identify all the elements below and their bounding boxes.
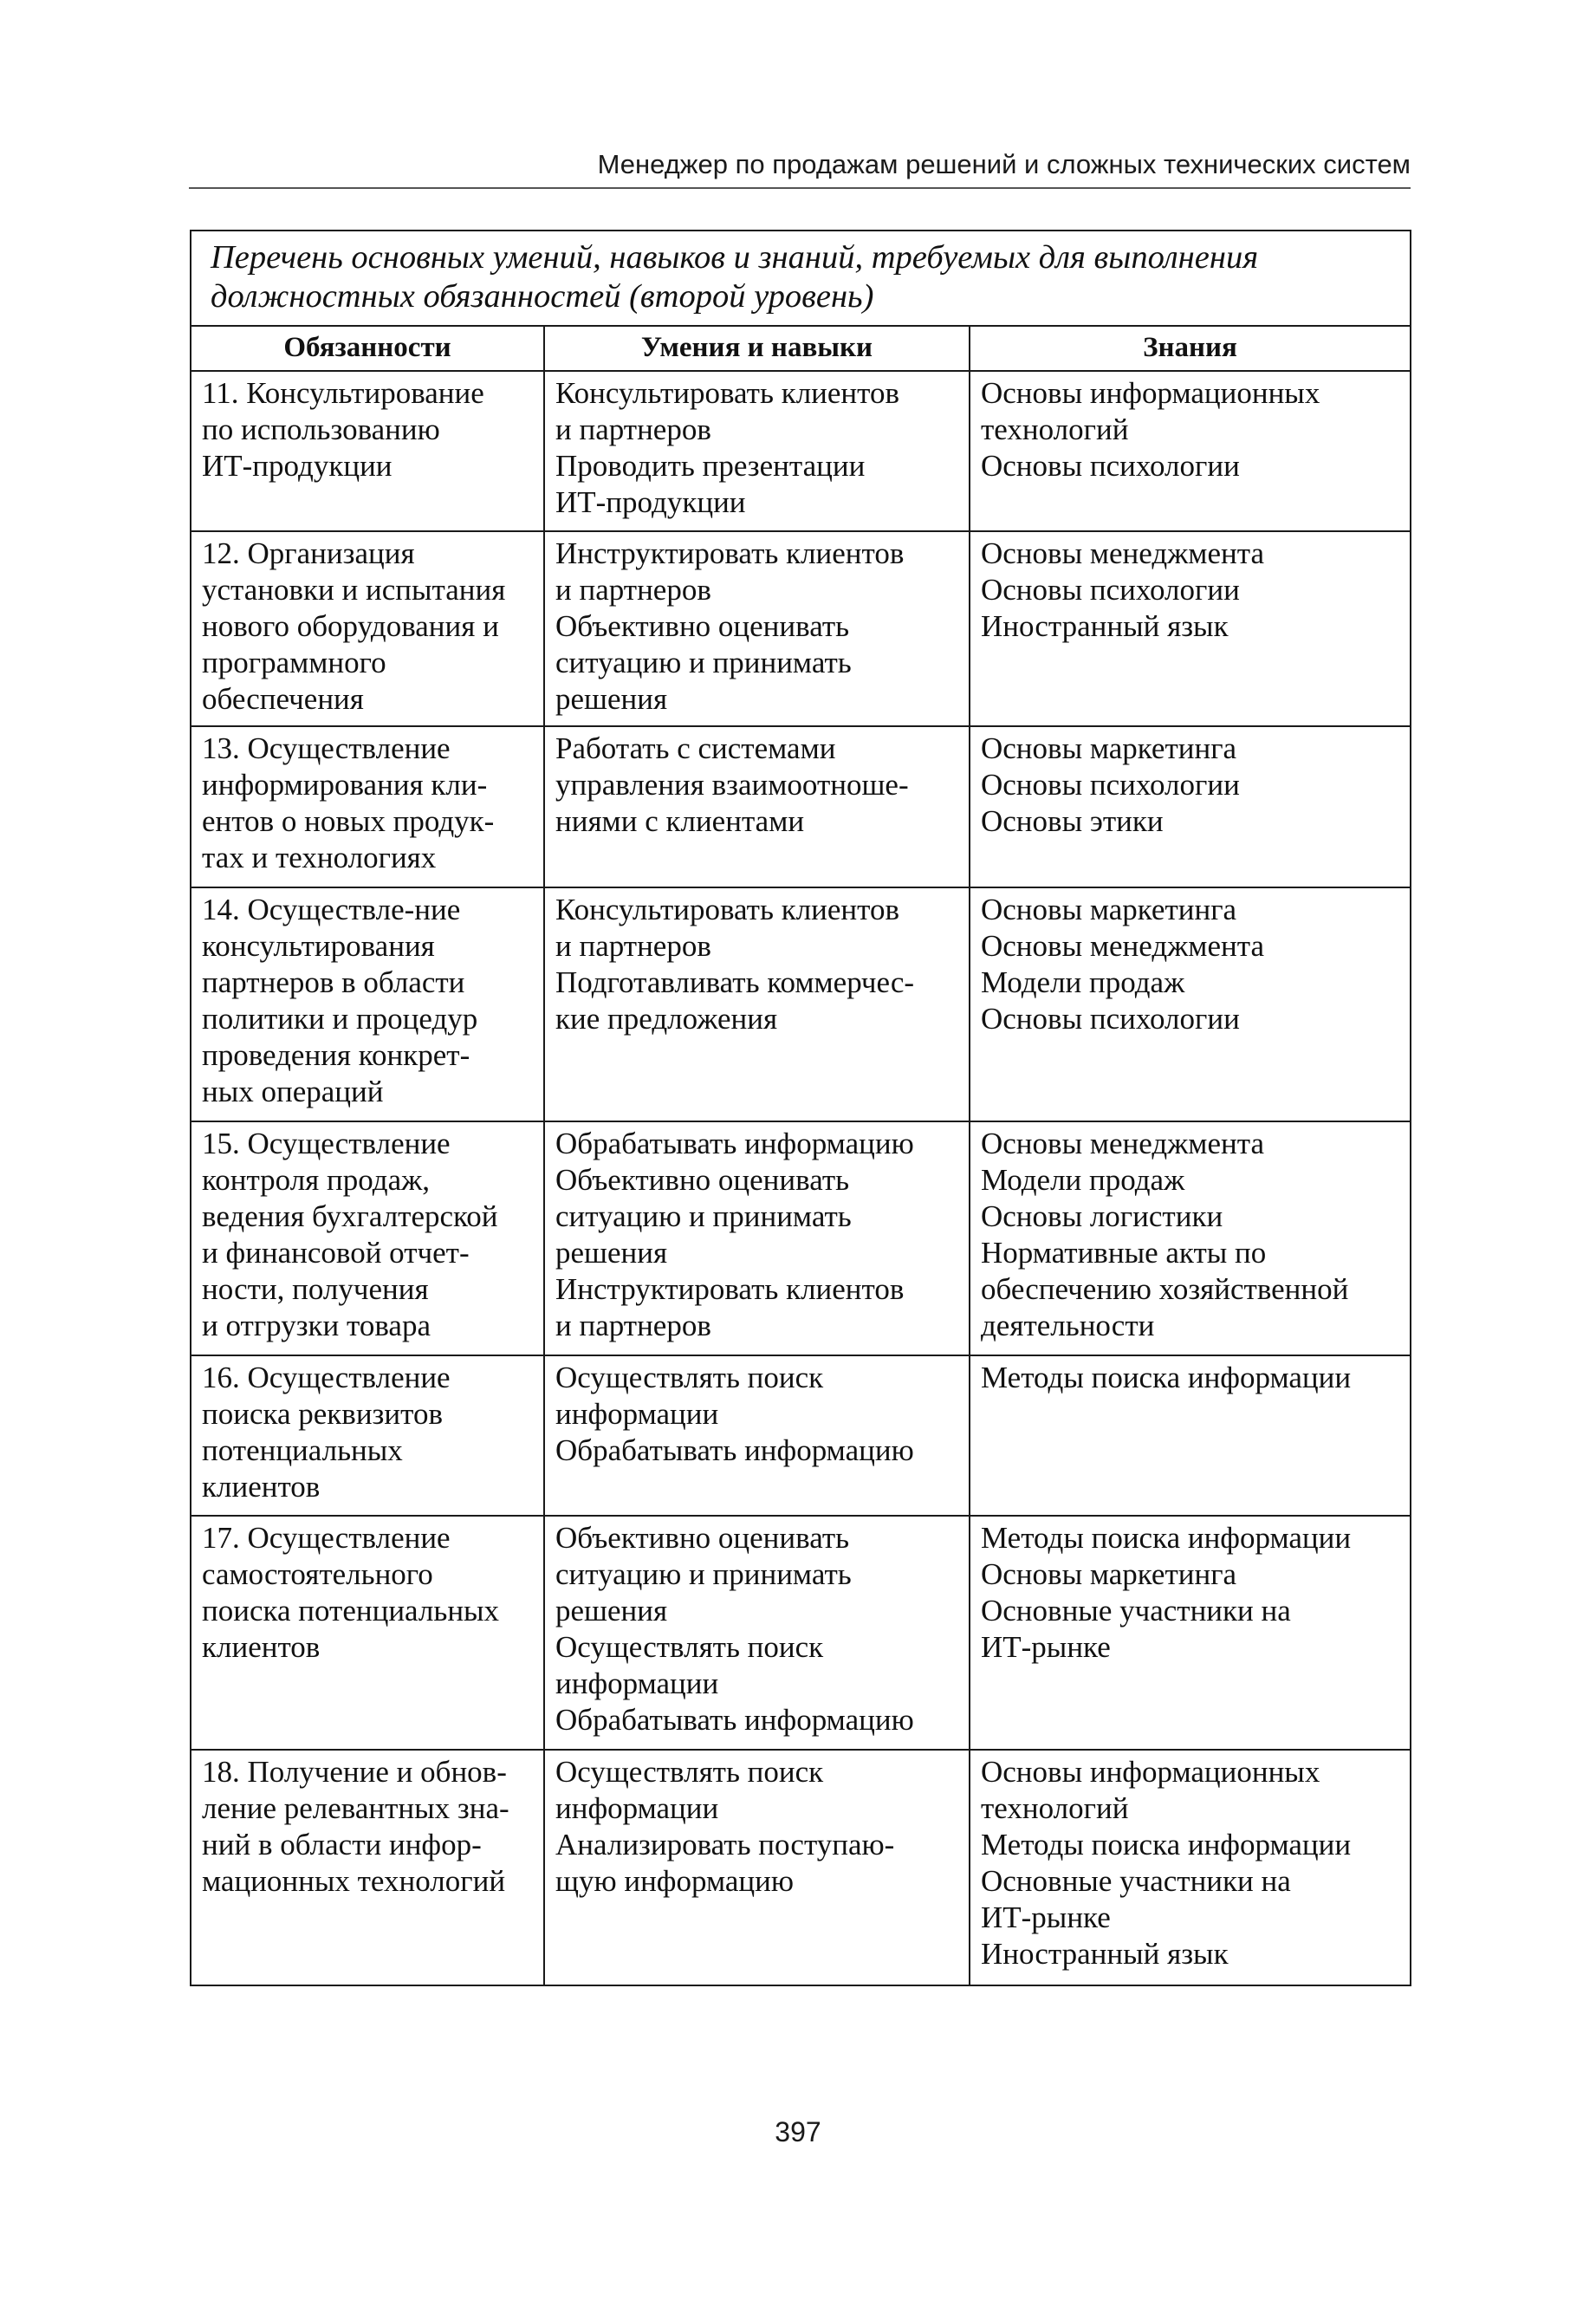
skill-line: ситуацию и принимать <box>555 646 852 679</box>
table-header-row <box>191 326 1411 371</box>
duty-line: по использованию <box>202 413 440 446</box>
knowledge-line: обеспечению хозяйственной <box>981 1272 1349 1306</box>
knowledge-line: Основы информационных <box>981 376 1320 410</box>
knowledge-line: Иностранный язык <box>981 609 1229 643</box>
skill-line: Консультировать клиентов <box>555 893 900 926</box>
duty-line: клиентов <box>202 1630 321 1664</box>
duty-line: обеспечения <box>202 682 364 716</box>
skills-cell <box>544 371 970 531</box>
table-row <box>191 1750 1411 1985</box>
skill-line: Инструктировать клиентов <box>555 1272 905 1306</box>
caption-line: Перечень основных умений, навыков и знаний, требуемых для выполнения <box>211 239 1259 276</box>
table-row <box>191 1121 1411 1355</box>
knowledge-line: ИТ-рынке <box>981 1630 1111 1664</box>
skill-line: Подготавливать коммерчес- <box>555 965 915 999</box>
duty-line: клиентов <box>202 1470 321 1504</box>
knowledge-line: Методы поиска информации <box>981 1828 1352 1861</box>
knowledge-line: Основы менеджмента <box>981 1127 1264 1160</box>
skills-table <box>190 230 1411 1986</box>
duty-line: 17. Осуществление <box>202 1521 451 1555</box>
skill-line: информации <box>555 1667 719 1700</box>
duty-line: 13. Осуществление <box>202 731 451 765</box>
duty-line: нового оборудования и <box>202 609 499 643</box>
knowledge-line: Модели продаж <box>981 1163 1185 1197</box>
knowledge-cell <box>970 531 1411 726</box>
knowledge-line: Иностранный язык <box>981 1937 1229 1971</box>
skill-line: и партнеров <box>555 929 711 963</box>
skill-line: решения <box>555 682 668 716</box>
duty-line: и финансовой отчет- <box>202 1236 470 1270</box>
duty-line: потенциальных <box>202 1433 403 1467</box>
knowledge-line: Модели продаж <box>981 965 1185 999</box>
table-caption <box>191 231 1411 326</box>
skills-cell <box>544 1516 970 1750</box>
skill-line: решения <box>555 1236 668 1270</box>
duty-line: проведения конкрет- <box>202 1038 470 1072</box>
skill-line: Работать с системами <box>555 731 836 765</box>
knowledge-line: Основы менеджмента <box>981 929 1264 963</box>
duties-cell <box>191 887 544 1121</box>
running-header: Менеджер по продажам решений и сложных технических систем <box>189 149 1411 189</box>
skills-cell <box>544 1355 970 1516</box>
skill-line: Анализировать поступаю- <box>555 1828 895 1861</box>
duties-cell <box>191 726 544 887</box>
duty-line: контроля продаж, <box>202 1163 431 1197</box>
knowledge-line: ИТ-рынке <box>981 1900 1111 1934</box>
skill-line: Объективно оценивать <box>555 1521 850 1555</box>
duty-line: партнеров в области <box>202 965 465 999</box>
table-row <box>191 531 1411 726</box>
table-body <box>191 371 1411 1985</box>
knowledge-line: Методы поиска информации <box>981 1521 1352 1555</box>
duty-line: информирования кли- <box>202 768 488 802</box>
knowledge-cell <box>970 1121 1411 1355</box>
skill-line: ситуацию и принимать <box>555 1199 852 1233</box>
skill-line: управления взаимоотноше- <box>555 768 909 802</box>
skill-line: информации <box>555 1397 719 1431</box>
skill-line: Объективно оценивать <box>555 1163 850 1197</box>
knowledge-cell <box>970 887 1411 1121</box>
duties-cell <box>191 1516 544 1750</box>
knowledge-line: Основы менеджмента <box>981 536 1264 570</box>
table-caption-row <box>191 231 1411 326</box>
column-header-skills: Умения и навыки <box>544 326 970 371</box>
knowledge-line: Основные участники на <box>981 1594 1291 1628</box>
duty-line: 16. Осуществление <box>202 1361 451 1394</box>
duty-line: политики и процедур <box>202 1002 478 1036</box>
knowledge-line: Основы психологии <box>981 1002 1240 1036</box>
knowledge-line: Нормативные акты по <box>981 1236 1267 1270</box>
skills-cell <box>544 531 970 726</box>
skill-line: Обрабатывать информацию <box>555 1433 914 1467</box>
knowledge-line: Основы маркетинга <box>981 1557 1237 1591</box>
knowledge-line: технологий <box>981 413 1129 446</box>
knowledge-line: Основы психологии <box>981 573 1240 607</box>
knowledge-cell <box>970 1516 1411 1750</box>
duty-line: самостоятельного <box>202 1557 433 1591</box>
column-header-knowledge: Знания <box>970 326 1411 371</box>
skill-line: Консультировать клиентов <box>555 376 900 410</box>
duties-cell <box>191 371 544 531</box>
duty-line: мационных технологий <box>202 1864 506 1898</box>
duty-line: 14. Осуществле-ние <box>202 893 461 926</box>
duty-line: ных операций <box>202 1075 384 1108</box>
skill-line: решения <box>555 1594 668 1628</box>
duty-line: поиска потенциальных <box>202 1594 500 1628</box>
column-header-duties: Обязанности <box>191 326 544 371</box>
duty-line: поиска реквизитов <box>202 1397 443 1431</box>
table-row <box>191 1355 1411 1516</box>
duty-line: консультирования <box>202 929 435 963</box>
duty-line: ний в области инфор- <box>202 1828 482 1861</box>
duty-line: ности, получения <box>202 1272 429 1306</box>
page-number: 397 <box>775 2116 821 2147</box>
table-row <box>191 371 1411 531</box>
duties-cell <box>191 1121 544 1355</box>
duties-cell <box>191 1750 544 1985</box>
skill-line: и партнеров <box>555 413 711 446</box>
skill-line: ниями с клиентами <box>555 804 805 838</box>
skill-line: ситуацию и принимать <box>555 1557 852 1591</box>
duty-line: ведения бухгалтерской <box>202 1199 498 1233</box>
duty-line: тах и технологиях <box>202 841 437 874</box>
knowledge-cell <box>970 371 1411 531</box>
knowledge-line: Основы логистики <box>981 1199 1223 1233</box>
duty-line: 18. Получение и обнов- <box>202 1755 507 1789</box>
skill-line: ИТ-продукции <box>555 485 746 519</box>
duty-line: 12. Организация <box>202 536 415 570</box>
duties-cell <box>191 531 544 726</box>
skill-line: Инструктировать клиентов <box>555 536 905 570</box>
skills-cell <box>544 1121 970 1355</box>
table-row <box>191 726 1411 887</box>
knowledge-line: Основы психологии <box>981 449 1240 483</box>
knowledge-line: Основы психологии <box>981 768 1240 802</box>
duty-line: ление релевантных зна- <box>202 1791 509 1825</box>
skill-line: Осуществлять поиск <box>555 1630 824 1664</box>
duty-line: программного <box>202 646 386 679</box>
knowledge-line: Методы поиска информации <box>981 1361 1352 1394</box>
skill-line: Объективно оценивать <box>555 609 850 643</box>
knowledge-cell <box>970 1355 1411 1516</box>
skill-line: Обрабатывать информацию <box>555 1703 914 1737</box>
duty-line: ИТ-продукции <box>202 449 393 483</box>
duties-cell <box>191 1355 544 1516</box>
caption-line: должностных обязанностей (второй уровень) <box>211 278 874 315</box>
knowledge-line: деятельности <box>981 1309 1155 1342</box>
knowledge-cell <box>970 1750 1411 1985</box>
skill-line: и партнеров <box>555 573 711 607</box>
duty-line: и отгрузки товара <box>202 1309 431 1342</box>
knowledge-line: Основные участники на <box>981 1864 1291 1898</box>
skill-line: и партнеров <box>555 1309 711 1342</box>
skill-line: Осуществлять поиск <box>555 1755 824 1789</box>
duty-line: установки и испытания <box>202 573 506 607</box>
table-row <box>191 1516 1411 1750</box>
knowledge-line: Основы маркетинга <box>981 893 1237 926</box>
duty-line: 11. Консультирование <box>202 376 484 410</box>
knowledge-cell <box>970 726 1411 887</box>
skill-line: Осуществлять поиск <box>555 1361 824 1394</box>
skill-line: щую информацию <box>555 1864 795 1898</box>
duty-line: 15. Осуществление <box>202 1127 451 1160</box>
knowledge-line: Основы информационных <box>981 1755 1320 1789</box>
skills-cell <box>544 726 970 887</box>
knowledge-line: технологий <box>981 1791 1129 1825</box>
skill-line: Обрабатывать информацию <box>555 1127 914 1160</box>
knowledge-line: Основы маркетинга <box>981 731 1237 765</box>
skills-cell <box>544 1750 970 1985</box>
skills-cell <box>544 887 970 1121</box>
skill-line: кие предложения <box>555 1002 778 1036</box>
skill-line: информации <box>555 1791 719 1825</box>
knowledge-line: Основы этики <box>981 804 1164 838</box>
duty-line: ентов о новых продук- <box>202 804 495 838</box>
table-row <box>191 887 1411 1121</box>
skill-line: Проводить презентации <box>555 449 866 483</box>
